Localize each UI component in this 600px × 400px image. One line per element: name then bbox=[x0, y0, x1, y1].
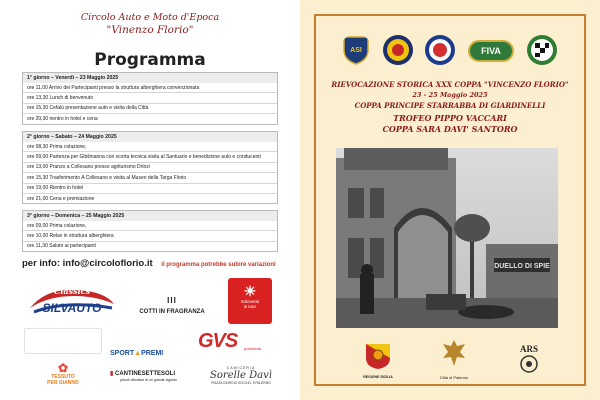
club-badge-red-icon bbox=[424, 34, 456, 66]
day-1-item: ore 15,30 Cefalù presentazione auto e visita della Città bbox=[23, 103, 277, 113]
fiva-badge: FIVA bbox=[468, 40, 514, 62]
soleventi-name: Soleventi bbox=[240, 299, 260, 304]
cotti-bars: III bbox=[167, 296, 177, 305]
palermo-eagle-icon bbox=[441, 338, 467, 370]
event-coppa-sara: COPPA SARA DAVI' SANTORO bbox=[382, 124, 518, 134]
program-title: Programma bbox=[94, 50, 206, 70]
soleventi-logo bbox=[228, 278, 272, 324]
davi-name: Sorelle Davì bbox=[210, 370, 272, 381]
day-2-item: ore 21,00 Cena e premiazione bbox=[23, 193, 277, 203]
tessuto-line2: PER GIANNO bbox=[47, 379, 79, 386]
ars-emblem-icon bbox=[519, 354, 539, 374]
event-dates: 23 - 25 Maggio 2025 bbox=[412, 91, 488, 99]
day-3-header: 3° giorno – Domenica – 25 Maggio 2025 bbox=[23, 211, 277, 221]
silvauto-logo bbox=[26, 282, 118, 318]
blank-sponsor-slot bbox=[24, 328, 102, 354]
tessuto-line1: TESSUTO bbox=[51, 374, 75, 381]
tessuto-logo bbox=[24, 362, 102, 390]
day-1-item: ore 11,00 Arrivo dei Partecipanti presso la struttura alberghiera convenzionata bbox=[27, 84, 200, 91]
silvauto-logo-graphic bbox=[26, 282, 118, 318]
soleventi-sun-icon: ☀ bbox=[243, 283, 257, 299]
event-coppa-principe: COPPA PRINCIPE STARRABBA DI GIARDINELLI bbox=[354, 101, 546, 110]
historic-photo-graphic bbox=[336, 148, 558, 328]
sportpremi-a: SPORT bbox=[110, 350, 135, 357]
davi-addr: PIAZZA GIORGIO SCIGLIO, 5 PALERMO bbox=[211, 381, 271, 385]
cotti-logo bbox=[128, 296, 216, 315]
gvs-big: GVS bbox=[198, 330, 238, 352]
gvs-logo bbox=[198, 330, 280, 360]
day-2-header: 2° giorno – Sabato – 24 Maggio 2025 bbox=[23, 132, 277, 142]
day-1-header: 1° giorno – Venerdì – 23 Maggio 2025 bbox=[23, 73, 277, 83]
cotti-name: COTTI IN FRAGRANZA bbox=[139, 309, 205, 315]
day-2-item: ore 08,30 Prima colazione, bbox=[27, 143, 87, 150]
info-email-link[interactable]: info@circoloflorio.it bbox=[62, 258, 153, 269]
day-2-item: ore 13,00 Pranzo a Collesano presso agriturismo Drinzi bbox=[23, 162, 277, 172]
historic-photo bbox=[336, 148, 558, 328]
club-badge-yellow-icon bbox=[382, 34, 414, 66]
sorelle-davi-logo bbox=[200, 366, 282, 385]
institution-logos bbox=[314, 338, 586, 388]
cantine-settesoli-logo bbox=[110, 370, 190, 382]
day-1-item: ore 13,30 Lunch di benvenuto bbox=[23, 92, 277, 102]
ars-label: ARS bbox=[519, 344, 538, 354]
day-3-item: ore 11,30 Saluto ai partecipanti bbox=[23, 241, 277, 251]
cantine-name: CANTINESETTESOLI bbox=[114, 371, 175, 377]
day-1-item: ore 20,30 rientro in hotel e cena bbox=[23, 113, 277, 123]
day-2-item: ore 15,30 Trasferimento A Collesano e visita al Museo della Targa Florio bbox=[23, 172, 277, 182]
event-titles bbox=[314, 80, 586, 134]
day-2-item: ore 19,00 Rientro in hotel bbox=[23, 183, 277, 193]
tessuto-swirl-icon: ✿ bbox=[57, 361, 69, 375]
cantine-sub: piccoli viticoltori di un grande vigneto bbox=[120, 378, 178, 382]
club-badge-checkered-icon bbox=[526, 34, 558, 66]
photo-banner-text: DUELLO DI SPIE bbox=[494, 263, 550, 270]
organizer-name bbox=[0, 12, 300, 37]
event-trofeo: TROFEO PIPPO VACCARI bbox=[393, 113, 507, 123]
day-2-item: ore 09,00 Partenza per Gibilmanna con scorta tecnica visita al Santuario e benedizione auto e conducenti bbox=[23, 151, 277, 161]
club-badges bbox=[338, 34, 568, 68]
day-2-table bbox=[22, 131, 278, 204]
day-3-item: ore 10,00 Relax in struttura alberghiera bbox=[23, 230, 277, 240]
svg-text:ASI: ASI bbox=[350, 47, 362, 54]
sportpremi-b: PREMI bbox=[141, 350, 164, 357]
info-label: per info: bbox=[22, 258, 63, 269]
sportpremi-logo bbox=[110, 350, 190, 357]
day-3-item: ore 09,00 Prima colazione, bbox=[27, 222, 87, 229]
organizer-line2: "Vinenzo Florio" bbox=[106, 23, 194, 36]
trinacria-icon bbox=[364, 342, 392, 370]
soleventi-sub: & tour bbox=[243, 303, 256, 309]
regione-sicilia-logo bbox=[356, 342, 400, 379]
organizer-line1: Circolo Auto e Moto d'Epoca bbox=[80, 12, 220, 23]
day-1-table bbox=[22, 72, 278, 125]
program-note: il programma potrebbe subire variazioni bbox=[161, 262, 276, 268]
sportpremi-triangle-icon: ▲ bbox=[134, 350, 142, 357]
ars-logo bbox=[514, 344, 544, 379]
silvauto-top-text: Classics bbox=[53, 286, 91, 296]
cantine-flag-icon: ▮ bbox=[110, 371, 114, 377]
davi-cam: CAMICERIA bbox=[226, 366, 256, 370]
silvauto-name-text: SILVAUTO bbox=[42, 301, 102, 315]
palermo-label: Città di Palermo bbox=[439, 375, 469, 380]
regione-label: REGIONE SICILIA bbox=[363, 375, 393, 379]
info-line bbox=[22, 258, 292, 269]
asi-shield-icon bbox=[340, 34, 372, 66]
gvs-small: pubblicità bbox=[244, 346, 261, 351]
citta-palermo-logo bbox=[432, 338, 476, 380]
event-title-main: RIEVOCAZIONE STORICA XXX COPPA "VINCENZO FLORIO" bbox=[331, 80, 569, 89]
day-3-table bbox=[22, 210, 278, 252]
